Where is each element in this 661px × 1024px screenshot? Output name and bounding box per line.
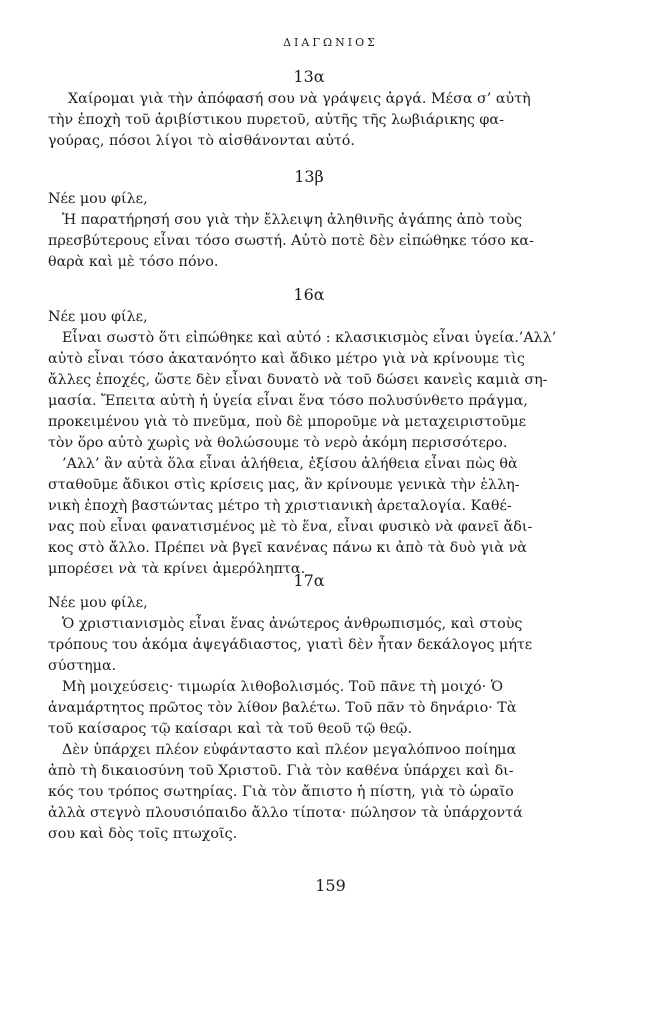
text-line: ἀλλὰ στεγνὸ πλουσιόπαιδο ἄλλο τίποτα· πώλησον τὰ ὑπάρχοντά	[48, 805, 523, 821]
text-line: αὐτὸ εἶναι τόσο ἀκατανόητο καὶ ἄδικο μέτρο γιὰ νὰ κρίνουμε τὶς	[48, 351, 525, 367]
text-line: Δὲν ὑπάρχει πλέον εὐφάνταστο καὶ πλέον μεγαλόπνοο ποίημα	[62, 742, 517, 758]
paragraph	[48, 89, 570, 152]
page-number: 159	[315, 876, 346, 895]
text-line: Εἶναι σωστὸ ὅτι εἰπώθηκε καὶ αὐτό : κλασικισμὸς εἶναι ὑγεία.’Αλλ’	[62, 330, 557, 346]
section-title: 17α	[293, 571, 325, 590]
text-line: σύστημα.	[48, 658, 117, 674]
text-line: γούρας, πόσοι λίγοι τὸ αἰσθάνονται αὐτό.	[48, 133, 355, 149]
text-line: Ὁ χριστιανισμὸς εἶναι ἕνας ἀνώτερος ἀνθρωπισμός, καὶ στοὺς	[62, 616, 523, 632]
text-line: Μὴ μοιχεύσεις· τιμωρία λιθοβολισμός. Τοῦ πᾶνε τὴ μοιχό· Ὁ	[62, 679, 503, 695]
section-13b	[48, 166, 570, 273]
greeting: Νέε μου φίλε,	[48, 191, 148, 207]
text-line: θαρὰ καὶ μὲ τόσο πόνο.	[48, 254, 219, 270]
text-line: τρόπους του ἀκόμα ἀψεγάδιαστος, γιατὶ δὲν ἦταν δεκάλογος μήτε	[48, 637, 533, 653]
text-line: προκειμένου γιὰ τὸ πνεῦμα, ποὺ δὲ μποροῦμε νὰ μεταχειριστοῦμε	[48, 414, 527, 430]
text-line: Ἡ παρατήρησή σου γιὰ τὴν ἔλλειψη ἀληθινῆς ἀγάπης ἀπὸ τοὺς	[62, 212, 523, 228]
running-header: ΔΙΑΓΩΝΙΟΣ	[283, 36, 378, 49]
text-line: κος στὸ ἄλλο. Πρέπει νὰ βγεῖ κανένας πάνω κι ἀπὸ τὰ δυὸ γιὰ νὰ	[48, 540, 527, 556]
text-line: σταθοῦμε ἄδικοι στὶς κρίσεις μας, ἂν κρίνουμε γενικὰ τὴν ἑλλη-	[48, 477, 520, 493]
section-16a	[48, 284, 570, 580]
section-title: 13β	[294, 167, 324, 186]
text-line: τὴν ἐποχὴ τοῦ ἀριβίστικου πυρετοῦ, αὐτῆς τῆς λωβιάρικης φα-	[48, 112, 504, 128]
text-line: νικὴ ἐποχὴ βαστώντας μέτρο τὴ χριστιανικὴ ἀρεταλογία. Καθέ-	[48, 498, 512, 514]
section-title: 13α	[293, 67, 325, 86]
text-line: ἀπὸ τὴ δικαιοσύνη τοῦ Χριστοῦ. Γιὰ τὸν καθένα ὑπάρχει καὶ δι-	[48, 763, 514, 779]
paragraph	[48, 210, 570, 273]
text-line: τὸν ὅρο αὐτὸ χωρὶς νὰ θολώσουμε τὸ νερὸ ἀκόμη περισσότερο.	[48, 435, 508, 451]
text-line: ἄλλες ἐποχές, ὥστε δὲν εἶναι δυνατὸ νὰ τοῦ δώσει κανεὶς καμιὰ ση-	[48, 372, 548, 388]
text-line: τοῦ καίσαρος τῷ καίσαρι καὶ τὰ τοῦ θεοῦ τῷ θεῷ.	[48, 721, 412, 737]
text-line: σου καὶ δὸς τοῖς πτωχοῖς.	[48, 826, 238, 842]
text-line: κός του τρόπος σωτηρίας. Γιὰ τὸν ἄπιστο ἡ πίστη, γιὰ τὸ ὡραῖο	[48, 784, 514, 800]
paragraph	[48, 328, 570, 580]
greeting: Νέε μου φίλε,	[48, 309, 148, 325]
section-13a	[48, 66, 570, 152]
section-17a	[48, 570, 570, 845]
text-line: ἀναμάρτητος πρῶτος τὸν λίθον βαλέτω. Τοῦ πᾶν τὸ δηνάριο· Τὰ	[48, 700, 517, 716]
text-line: Χαίρομαι γιὰ τὴν ἀπόφασή σου νὰ γράψεις ἀργά. Μέσα σ’ αὐτὴ	[68, 91, 531, 107]
text-line: μπορέσει νὰ τὰ κρίνει ἀμερόληπτα.	[48, 561, 306, 577]
section-title: 16α	[293, 285, 325, 304]
text-line: νας ποὺ εἶναι φανατισμένος μὲ τὸ ἕνα, εἶναι φυσικὸ νὰ φανεῖ ἄδι-	[48, 519, 533, 535]
greeting: Νέε μου φίλε,	[48, 595, 148, 611]
text-line: μασία. Ἔπειτα αὐτὴ ἡ ὑγεία εἶναι ἕνα τόσο πολυσύνθετο πράγμα,	[48, 393, 528, 409]
text-line: πρεσβύτερους εἶναι τόσο σωστή. Αὐτὸ ποτὲ δὲν εἰπώθηκε τόσο κα-	[48, 233, 534, 249]
paragraph	[48, 614, 570, 845]
text-line: ’Αλλ’ ἂν αὐτὰ ὅλα εἶναι ἀλήθεια, ἐξίσου ἀλήθεια εἶναι πὼς θὰ	[62, 456, 518, 472]
